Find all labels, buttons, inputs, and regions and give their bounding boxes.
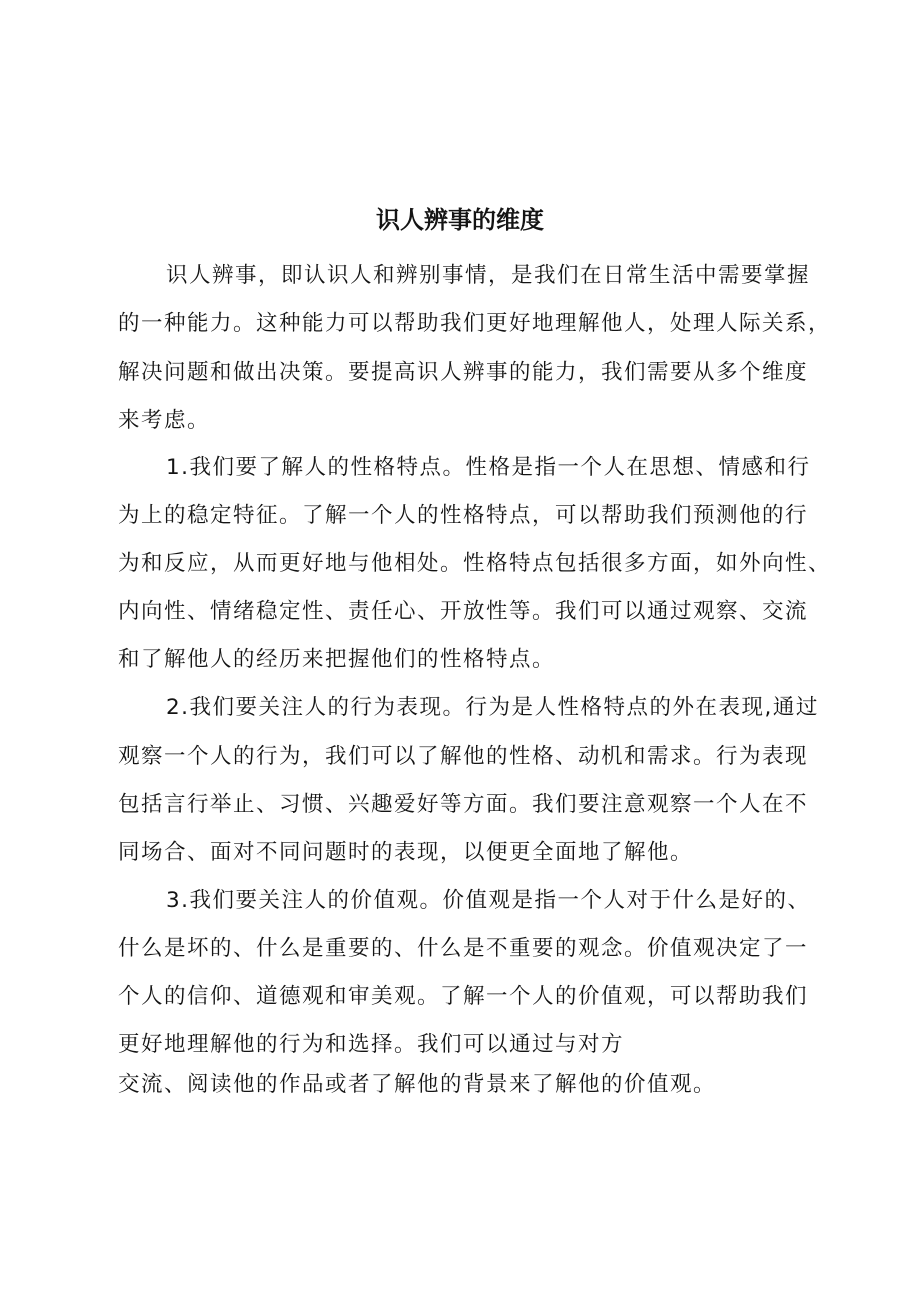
paragraph-line: 3.我们要关注人的价值观。价值观是指一个人对于什么是好的、: [166, 888, 811, 913]
paragraph-line: 同场合、面对不同问题时的表现，以便更全面地了解他。: [118, 840, 694, 865]
paragraph-line: 的一种能力。这种能力可以帮助我们更好地理解他人，处理人际关系，: [118, 311, 832, 336]
paragraph-line: 内向性、情绪稳定性、责任心、开放性等。我们可以通过观察、交流: [118, 599, 809, 624]
paragraph-line: 观察一个人的行为，我们可以了解他的性格、动机和需求。行为表现: [118, 744, 809, 769]
paragraph-line: 什么是坏的、什么是重要的、什么是不重要的观念。价值观决定了一: [118, 936, 809, 961]
paragraph-line: 更好地理解他的行为和选择。我们可以通过与对方: [118, 1032, 625, 1057]
paragraph-line: 2.我们要关注人的行为表现。行为是人性格特点的外在表现,通过: [166, 695, 819, 720]
paragraph-line: 为上的稳定特征。了解一个人的性格特点，可以帮助我们预测他的行: [118, 503, 809, 528]
paragraph-line: 来考虑。: [118, 408, 211, 433]
page-title: 识人辨事的维度: [376, 206, 544, 234]
paragraph-line: 包括言行举止、习惯、兴趣爱好等方面。我们要注意观察一个人在不: [118, 792, 809, 817]
paragraph-line: 1.我们要了解人的性格特点。性格是指一个人在思想、情感和行: [166, 455, 811, 480]
paragraph-line: 识人辨事，即认识人和辨别事情，是我们在日常生活中需要掌握: [166, 263, 811, 288]
paragraph-line: 个人的信仰、道德观和审美观。了解一个人的价值观，可以帮助我们: [118, 984, 809, 1009]
paragraph-line: 和了解他人的经历来把握他们的性格特点。: [118, 647, 556, 672]
paragraph-line: 为和反应，从而更好地与他相处。性格特点包括很多方面，如外向性、: [118, 551, 832, 576]
paragraph-line: 解决问题和做出决策。要提高识人辨事的能力，我们需要从多个维度: [118, 360, 809, 385]
paragraph-line: 交流、阅读他的作品或者了解他的背景来了解他的价值观。: [118, 1072, 717, 1097]
